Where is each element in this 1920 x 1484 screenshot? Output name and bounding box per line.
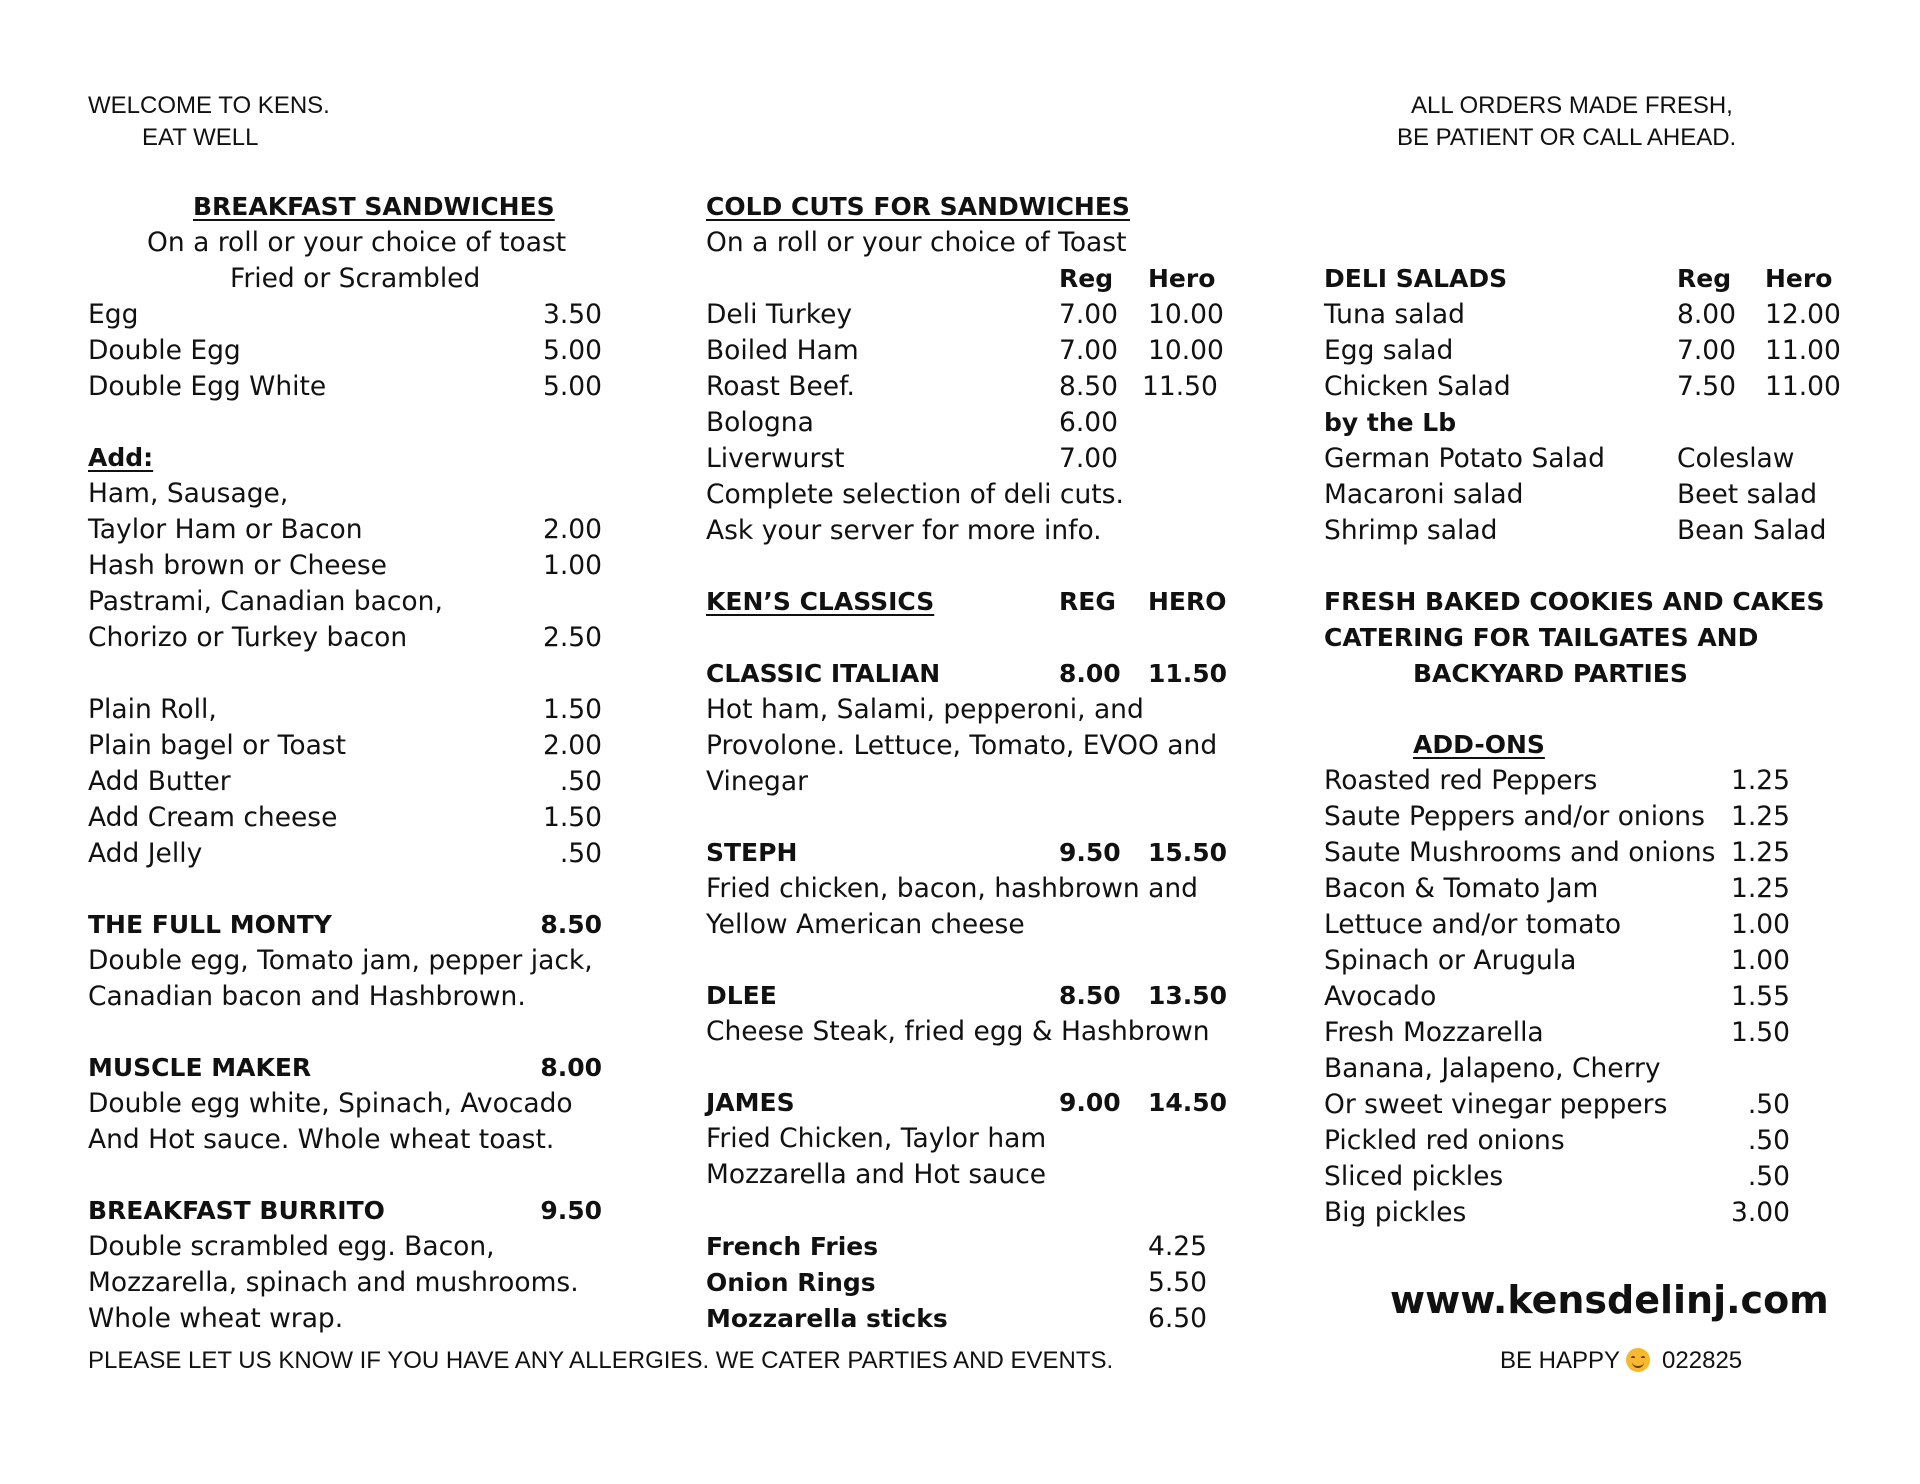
promo-line: FRESH BAKED COOKIES AND CAKES <box>1324 587 1825 616</box>
list-item: Add Cream cheese 1.50 <box>88 802 602 833</box>
add-title: Add: <box>88 443 154 472</box>
classic-desc: Mozzarella and Hot sauce <box>706 1159 1047 1190</box>
coldcuts-note: Complete selection of deli cuts. <box>706 479 1124 510</box>
coldcuts-title: COLD CUTS FOR SANDWICHES <box>706 192 1130 221</box>
list-item: Spinach or Arugula 1.00 <box>1324 945 1790 976</box>
classic-desc: Cheese Steak, fried egg & Hashbrown <box>706 1016 1210 1047</box>
col-header-hero: Hero <box>1765 264 1833 293</box>
smiley-icon <box>1626 1348 1650 1372</box>
list-item: Sliced pickles .50 <box>1324 1161 1790 1192</box>
list-item: Taylor Ham or Bacon 2.00 <box>88 514 602 545</box>
list-item: Hash brown or Cheese 1.00 <box>88 550 602 581</box>
list-item: Banana, Jalapeno, Cherry <box>1324 1053 1661 1084</box>
list-item: Double Egg 5.00 <box>88 335 602 366</box>
table-row: Deli Turkey 7.00 10.00 <box>706 299 1224 330</box>
allergy-notice: PLEASE LET US KNOW IF YOU HAVE ANY ALLERGIES. WE CATER PARTIES AND EVENTS. <box>88 1347 1114 1374</box>
col-header-reg: Reg <box>1059 264 1114 293</box>
breakfast-subtitle: On a roll or your choice of toast <box>147 227 567 258</box>
classic-item: DLEE 8.50 13.50 <box>706 981 1228 1010</box>
special-desc: Whole wheat wrap. <box>88 1303 344 1334</box>
table-row: Boiled Ham 7.00 10.00 <box>706 335 1224 366</box>
list-item: Avocado 1.55 <box>1324 981 1790 1012</box>
classic-desc: Vinegar <box>706 766 808 797</box>
website-link[interactable]: www.kensdelinj.com <box>1390 1278 1829 1322</box>
table-row: Tuna salad 8.00 12.00 <box>1324 299 1841 330</box>
be-happy-line <box>1500 1347 1742 1375</box>
special-desc: Mozzarella, spinach and mushrooms. <box>88 1267 579 1298</box>
list-item: Double Egg White 5.00 <box>88 371 602 402</box>
table-row: Egg salad 7.00 11.00 <box>1324 335 1841 366</box>
table-row: Roast Beef. 8.50 11.50 <box>706 371 1218 402</box>
list-item: Roasted red Peppers 1.25 <box>1324 765 1790 796</box>
add-line: Ham, Sausage, <box>88 478 289 509</box>
menu-code: 022825 <box>1662 1347 1743 1374</box>
list-item: German Potato Salad Coleslaw <box>1324 443 1795 474</box>
list-item: Pickled red onions .50 <box>1324 1125 1790 1156</box>
side-item: French Fries 4.25 <box>706 1231 1208 1262</box>
classic-desc: Yellow American cheese <box>706 909 1025 940</box>
breakfast-subtitle-2: Fried or Scrambled <box>230 263 481 294</box>
classic-desc: Hot ham, Salami, pepperoni, and <box>706 694 1144 725</box>
col-header-reg: Reg <box>1677 264 1732 293</box>
special-desc: Double egg white, Spinach, Avocado <box>88 1088 573 1119</box>
list-item: Add Jelly .50 <box>88 838 602 869</box>
special-desc: Canadian bacon and Hashbrown. <box>88 981 526 1012</box>
classic-desc: Fried Chicken, Taylor ham <box>706 1123 1047 1154</box>
eat-well-line: EAT WELL <box>142 124 259 151</box>
promo-line: BACKYARD PARTIES <box>1413 659 1688 688</box>
col-header-hero: Hero <box>1148 264 1216 293</box>
deli-title: DELI SALADS <box>1324 264 1508 293</box>
list-item: Plain Roll, 1.50 <box>88 694 602 725</box>
table-row: Chicken Salad 7.50 11.00 <box>1324 371 1841 402</box>
table-row: Bologna 6.00 <box>706 407 1119 438</box>
classic-item: STEPH 9.50 15.50 <box>706 838 1228 867</box>
classic-item: JAMES 9.00 14.50 <box>706 1088 1228 1117</box>
breakfast-title: BREAKFAST SANDWICHES <box>193 192 555 221</box>
special-desc: Double egg, Tomato jam, pepper jack, <box>88 945 593 976</box>
coldcuts-subtitle: On a roll or your choice of Toast <box>706 227 1127 258</box>
be-happy-text: BE HAPPY <box>1500 1347 1621 1374</box>
side-item: Onion Rings 5.50 <box>706 1267 1208 1298</box>
list-item: Bacon & Tomato Jam 1.25 <box>1324 873 1790 904</box>
list-item: Plain bagel or Toast 2.00 <box>88 730 602 761</box>
list-item: Shrimp salad Bean Salad <box>1324 515 1827 546</box>
col-header-hero: HERO <box>1148 587 1227 616</box>
special-item: MUSCLE MAKER 8.00 <box>88 1053 602 1082</box>
side-item: Mozzarella sticks 6.50 <box>706 1303 1208 1334</box>
orders-fresh-line: ALL ORDERS MADE FRESH, <box>1411 92 1733 119</box>
list-item: Add Butter .50 <box>88 766 602 797</box>
list-item: Egg 3.50 <box>88 299 602 330</box>
table-row: Liverwurst 7.00 <box>706 443 1119 474</box>
special-desc: And Hot sauce. Whole wheat toast. <box>88 1124 555 1155</box>
by-the-lb-title: by the Lb <box>1324 408 1457 437</box>
special-item: THE FULL MONTY 8.50 <box>88 910 602 939</box>
classics-title: KEN’S CLASSICS <box>706 587 935 616</box>
add-line: Pastrami, Canadian bacon, <box>88 586 443 617</box>
list-item: Saute Mushrooms and onions 1.25 <box>1324 837 1790 868</box>
list-item: Fresh Mozzarella 1.50 <box>1324 1017 1790 1048</box>
be-patient-line: BE PATIENT OR CALL AHEAD. <box>1397 124 1737 151</box>
addons-title: ADD-ONS <box>1413 730 1545 759</box>
list-item: Lettuce and/or tomato 1.00 <box>1324 909 1790 940</box>
list-item: Big pickles 3.00 <box>1324 1197 1790 1228</box>
promo-line: CATERING FOR TAILGATES AND <box>1324 623 1759 652</box>
coldcuts-note: Ask your server for more info. <box>706 515 1102 546</box>
special-desc: Double scrambled egg. Bacon, <box>88 1231 495 1262</box>
list-item: Or sweet vinegar peppers .50 <box>1324 1089 1790 1120</box>
list-item: Macaroni salad Beet salad <box>1324 479 1818 510</box>
special-item: BREAKFAST BURRITO 9.50 <box>88 1196 602 1225</box>
col-header-reg: REG <box>1059 587 1116 616</box>
classic-item: CLASSIC ITALIAN 8.00 11.50 <box>706 659 1228 688</box>
classic-desc: Fried chicken, bacon, hashbrown and <box>706 873 1198 904</box>
list-item: Chorizo or Turkey bacon 2.50 <box>88 622 602 653</box>
welcome-line: WELCOME TO KENS. <box>88 92 330 119</box>
classic-desc: Provolone. Lettuce, Tomato, EVOO and <box>706 730 1218 761</box>
list-item: Saute Peppers and/or onions 1.25 <box>1324 801 1790 832</box>
